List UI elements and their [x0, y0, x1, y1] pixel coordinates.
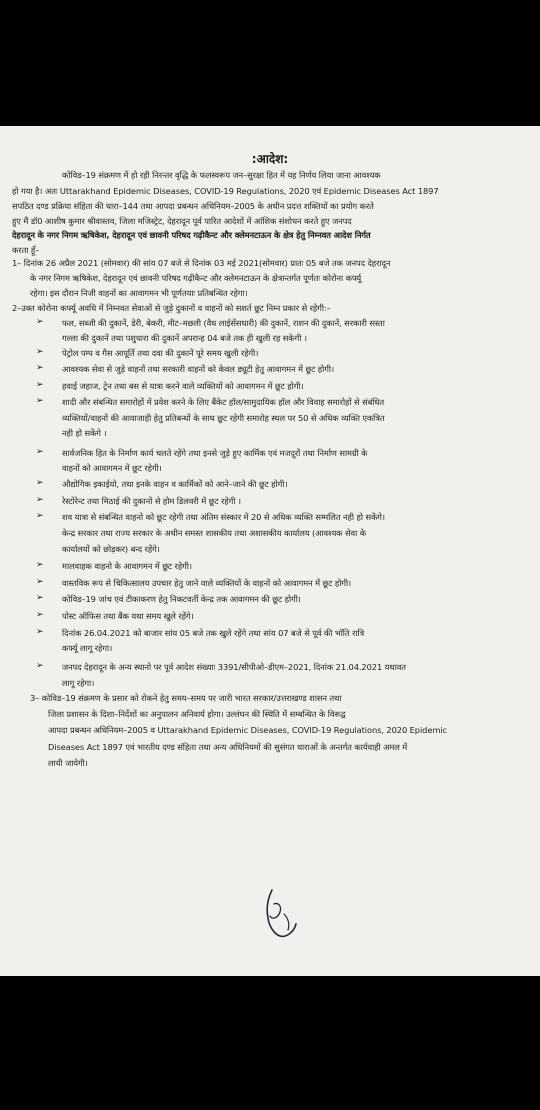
bullet-line: लागू रहेगा।	[62, 678, 95, 688]
bullet-arrow-icon: ➢	[36, 347, 44, 357]
section3-line: 3– कोविड–19 संक्रमण के प्रसार को रोकने हेतु समय–समय पर जारी भारत सरकार/उत्तराखण्ड शासन तथा	[30, 693, 342, 703]
bullet-arrow-icon: ➢	[36, 363, 44, 373]
bullet-arrow-icon: ➢	[36, 317, 44, 327]
intro-line: हो गया है। अतः Uttarakhand Epidemic Diseases, COVID-19 Regulations, 2020 एवं Epidemic Diseases Act 1897	[12, 186, 439, 196]
bullet-arrow-icon: ➢	[36, 610, 44, 620]
document-page	[0, 126, 540, 976]
bullet-line: शव यात्रा से संबन्धित वाहनो को छूट रहेगी तथा अंतिम संस्कार में 20 से अधिक व्यक्ति सम्मलित नही हो सकेंगे।	[62, 512, 385, 522]
bullet-line: सार्वजनिक हित के निर्माण कार्य चलते रहेंगे तथा इनसे जुड़े हुए कार्मिक एवं मजदूरों तथा निर्माण सामग्री के	[62, 448, 368, 458]
intro-line: करता हूँ–	[12, 245, 40, 255]
bullet-line: वास्तविक रूप से चिकित्सालय उपचार हेतु जाने वाले व्यक्तियों के वाहनों को आवागमन में छूट होगी।	[62, 578, 352, 588]
bullet-arrow-icon: ➢	[36, 577, 44, 587]
bullet-line: दिनांक 26.04.2021 को बाजार सांय 05 बजे तक खुले रहेंगे तथा सांय 07 बजे से पूर्व की भॉति रात्रि	[62, 628, 365, 638]
bullet-arrow-icon: ➢	[36, 380, 44, 390]
bullet-arrow-icon: ➢	[36, 627, 44, 637]
bullet-line: मालवाहक वाहनो के आवागमन में छूट रहेगी।	[62, 561, 192, 571]
bullet-line: रेस्टोरेन्ट तथा मिठाई की दुकानों से होम डिलवरी में छूट रहेगी ।	[62, 496, 241, 506]
bullet-line: शादी और संबन्धित समारोहों में प्रवेश करने के लिए बैंकेट हॉल/सामुदायिक हॉल और विवाह समारोहों से संबंधित	[62, 397, 385, 407]
bullet-line: नही हो सकेंगे ।	[62, 428, 107, 438]
bullet-line: कोविड–19 जांच एवं टीकाकरण हेतु निकटवर्ती केन्द्र तक आवागमन की छूट होगी।	[62, 594, 301, 604]
bullet-line: वाहनों को आवागमन में छूट रहेगी।	[62, 463, 162, 473]
section3-line: Diseases Act 1897 एवं भारतीय दण्ड संहिता तथा अन्य अधिनियमों की सुसंगत धाराओं के अन्तर्गत कार्यवाही अमल में	[48, 742, 408, 752]
section1-line: रहेगा। इस दौरान निजी वाहनों का आवागमन भी पूर्णतयाः प्रतिबन्धित रहेगा।	[30, 288, 248, 298]
section3-line: जिला प्रशासन के दिशा–निर्देशों का अनुपालन अनिवार्य होगा। उल्लंघन की स्थिति में सम्बन्धित के विरूद्व	[48, 709, 346, 719]
bullet-arrow-icon: ➢	[36, 661, 44, 671]
section1-line: 1– दिनांक 26 अप्रैल 2021 (सोमवार) की सांय 07 बजे से दिनांक 03 मई 2021(सोमवार) प्रातः 05 बजे तक जनपद देहरादून	[12, 258, 391, 268]
bullet-arrow-icon: ➢	[36, 511, 44, 521]
bullet-line: फल, सब्जी की दुकानें, डेरी, बेकरी, मीट–मछली (वैध लाईसेंसधारी) की दुकानें, राशन की दुकानें, सरकारी सस्ता	[62, 318, 385, 328]
bullet-line: पेट्रोल पम्प व गैस आपूर्ति तथा दवा की दुकानें पूरे समय खुली रहेगी।	[62, 348, 259, 358]
bullet-arrow-icon: ➢	[36, 396, 44, 406]
bullet-line: कर्फ्यू लागू रहेगा।	[62, 643, 113, 653]
bullet-line: गल्ला की दुकानें तथा पशुधारा की दुकानें अपरान्ह 04 बजे तक ही खुली रह सकेगी ।	[62, 333, 307, 343]
bullet-line: केन्द्र सरकार तथा राज्य सरकार के अधीन समस्त शासकीय तथा अशासकीय कार्यालय (आवश्यक सेवा के	[62, 528, 366, 538]
section2-heading: 2–उक्त कोरोना कर्फ्यू अवधि में निम्नवत सेवाओं से जुड़े दुकानों व वाहनों को सशर्त छूट निम्न प्रकार से रहेगी:–	[12, 303, 331, 313]
bullet-line: व्यक्तियों/वाहनों की आवाजाही हेतु प्रतिबन्धों के साथ छूट रहेगी समारोह स्थल पर 50 से अधिक व्यक्ति एकत्रित	[62, 413, 385, 423]
bullet-line: हवाई जहाज, ट्रेन तथा बस से यात्रा करने वाले व्यक्तियों को आवागमन में छूट होगी।	[62, 381, 304, 391]
intro-line: देहरादून के नगर निगम ऋषिकेश, देहरादून एवं छावनी परिषद गढ़ीकैन्ट और क्लेमनटाऊन के क्षेत्र हेतु निम्नवत आदेश निर्गत	[12, 230, 371, 240]
bullet-line: जनपद देहरादून के अन्य स्थानो पर पूर्व आदेश संख्याः 3391/सीपीओ–डीएम–2021, दिनांक 21.04.2021 यथावत	[62, 662, 406, 672]
bullet-arrow-icon: ➢	[36, 495, 44, 505]
intro-line: हुए मैं डॉ0 आशीष कुमार श्रीवास्तव, जिला मजिस्ट्रेट, देहरादून पूर्व पारित आदेशों में आंशिक संशोधन करते हुए जनपद	[12, 216, 352, 226]
section3-line: आपदा प्रबन्धन अधिनियम–2005 व Uttarakhand Epidemic Diseases, COVID-19 Regulations, 2020 Epidemic	[48, 725, 447, 735]
bullet-line: औद्योगिक इकाईयो, तथा इनके वाहन व कार्मिकों को आने–जाने की छूट होगी।	[62, 479, 288, 489]
bullet-arrow-icon: ➢	[36, 593, 44, 603]
bullet-line: पोस्ट ऑफिस तथा बैंक यथा समय खुले रहेंगे।	[62, 611, 194, 621]
bullet-arrow-icon: ➢	[36, 560, 44, 570]
signature-icon	[250, 884, 310, 944]
section1-line: के नगर निगम ऋषिकेश, देहरादून एवं छावनी परिषद गढ़ीकैन्ट और क्लेमनटाऊन के क्षेत्रान्तर्गत पूर्णतः कोरोना कर्फ्यू	[30, 273, 362, 283]
bullet-arrow-icon: ➢	[36, 447, 44, 457]
section3-line: लायी जायेगी।	[48, 758, 88, 768]
intro-line: कोविड–19 संक्रमण में हो रही निरन्तर वृद्धि के फलस्वरूप जन–सुरक्षा हित में यह निर्णय लिया जाना आवश्यक	[62, 170, 381, 180]
intro-line: सपठित दण्ड प्रक्रिया संहिता की धारा–144 तथा आपदा प्रबन्धन अधिनियम–2005 के अधीन प्रदत्त शक्तियों का प्रयोग करते	[12, 201, 374, 211]
page-title: :आदेश:	[251, 152, 289, 166]
bullet-arrow-icon: ➢	[36, 478, 44, 488]
bullet-line: आवश्यक सेवा से जुड़े वाहनों तथा सरकारी वाहनों को केवल ड्यूटी हेतु आवागमन में छूट होगी।	[62, 364, 335, 374]
bullet-line: कार्यालयों को छोड़कर) बन्द रहेंगे।	[62, 544, 160, 554]
